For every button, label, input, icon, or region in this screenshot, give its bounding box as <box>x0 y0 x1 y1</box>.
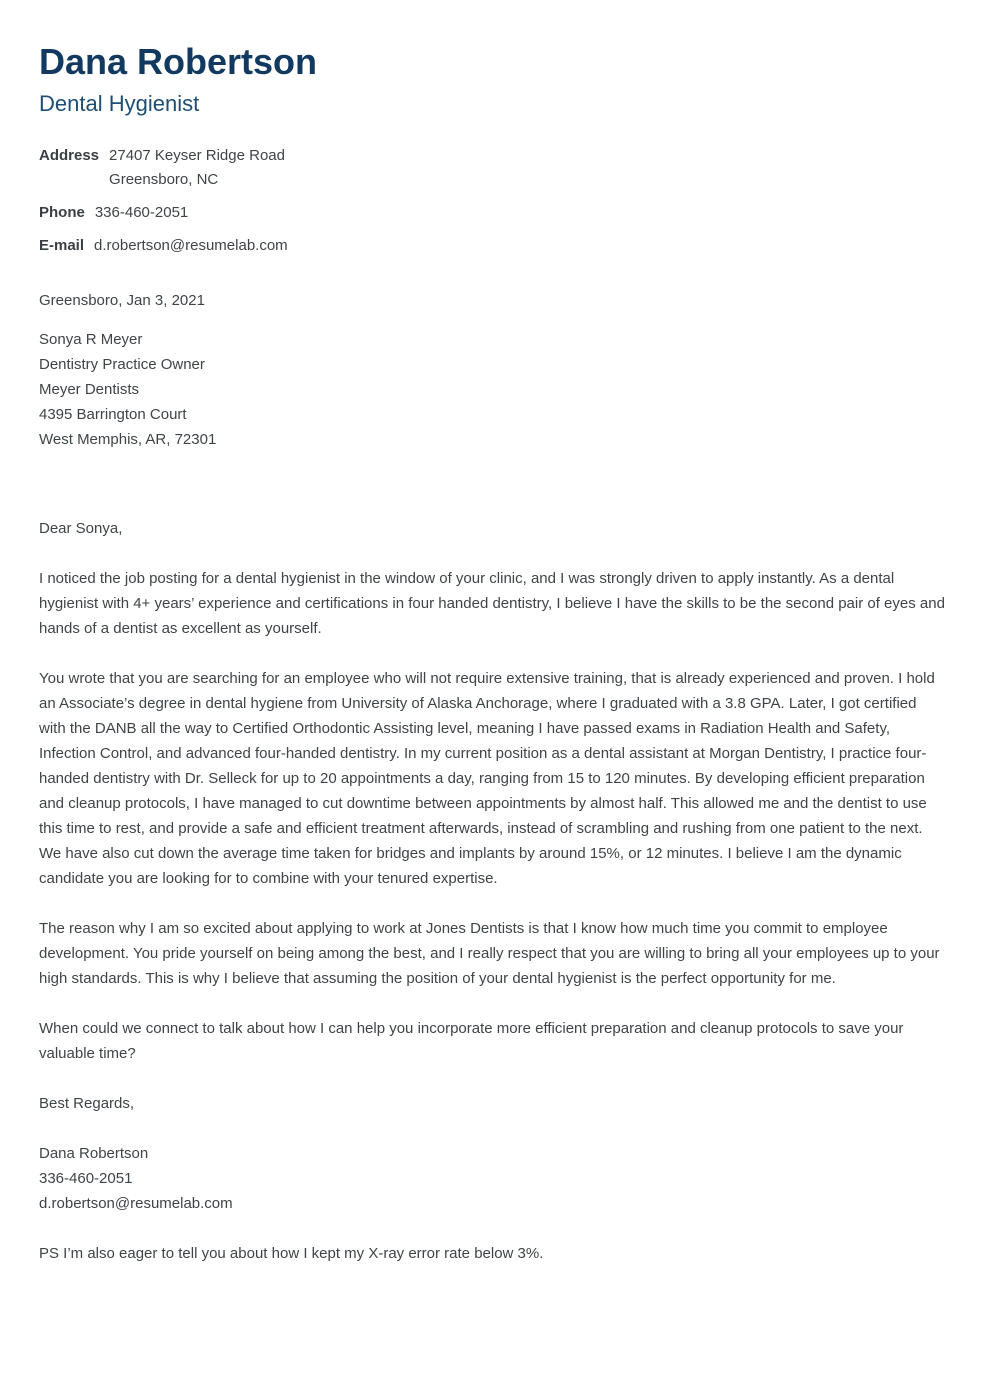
body-paragraph-4: When could we connect to talk about how I can help you incorporate more efficient preparation and cleanup protocols to save your valuable time? <box>39 1020 904 1062</box>
person-name: Dana Robertson <box>39 41 318 82</box>
address-label: Address <box>39 147 100 164</box>
salutation: Dear Sonya, <box>39 520 123 537</box>
address-value <box>109 144 285 192</box>
closing: Best Regards, <box>39 1095 135 1112</box>
recipient-street: 4395 Barrington Court <box>39 406 187 423</box>
email-value: d.robertson@resumelab.com <box>94 237 288 254</box>
body-paragraph-2: You wrote that you are searching for an employee who will not require extensive training, that is already experienced and proven. I hold an Associate’s degree in dental hygiene from University of Alaska Anchorage, where I graduated with a 3.8 GPA. Later, I got certified with the DANB all the way to Certified Orthodontic Assisting level, meaning I have passed exams in Radiation Health and Safety, Infection Control, and advanced four-handed dentistry. In my current position as a dental assistant at Morgan Dentistry, I practice four-handed dentistry with Dr. Selleck for up to 20 appointments a day, ranging from 15 to 120 minutes. By developing efficient preparation and cleanup protocols, I have managed to cut downtime between appointments by almost half. This allowed me and the dentist to use this time to rest, and provide a safe and efficient treatment afterwards, instead of scrambling and rushing from one patient to the next. We have also cut down the average time taken for bridges and implants by around 15%, or 12 minutes. I believe I am the dynamic candidate you are looking for to combine with your tenured expertise. <box>39 670 935 887</box>
recipient-company: Meyer Dentists <box>39 381 140 398</box>
phone-value: 336-460-2051 <box>94 204 189 221</box>
body-paragraph-1: I noticed the job posting for a dental hygienist in the window of your clinic, and I was strongly driven to apply instantly. As a dental hygienist with 4+ years’ experience and certifications in four handed dentistry, I believe I have the skills to be the second pair of eyes and hands of a dentist as excellent as yourself. <box>39 570 945 637</box>
letter-header <box>39 40 945 118</box>
contact-info <box>39 144 945 258</box>
contact-row-email <box>39 234 945 258</box>
contact-row-address <box>39 144 945 192</box>
letter-body <box>39 288 945 1266</box>
signature-email: d.robertson@resumelab.com <box>39 1195 233 1212</box>
ps-line: PS I’m also eager to tell you about how I kept my X-ray error rate below 3%. <box>39 1245 544 1262</box>
recipient-city: West Memphis, AR, 72301 <box>39 431 217 448</box>
email-label: E-mail <box>39 237 85 254</box>
body-paragraph-3: The reason why I am so excited about applying to work at Jones Dentists is that I know how much time you commit to employee development. You pride yourself on being among the best, and I really respect that you are willing to bring all your employees up to your high standards. This is why I believe that assuming the position of your dental hygienist is the perfect opportunity for me. <box>39 920 940 987</box>
address-line-2: Greensboro, NC <box>109 171 219 188</box>
signature-name: Dana Robertson <box>39 1145 149 1162</box>
phone-label: Phone <box>39 204 85 221</box>
recipient-block <box>39 327 945 452</box>
recipient-name: Sonya R Meyer <box>39 331 143 348</box>
signature-phone: 336-460-2051 <box>39 1170 133 1187</box>
signature-block <box>39 1141 945 1216</box>
person-title: Dental Hygienist <box>39 91 200 116</box>
address-line-1: 27407 Keyser Ridge Road <box>109 147 285 164</box>
date-line: Greensboro, Jan 3, 2021 <box>39 292 205 309</box>
recipient-role: Dentistry Practice Owner <box>39 356 205 373</box>
contact-row-phone <box>39 201 945 225</box>
